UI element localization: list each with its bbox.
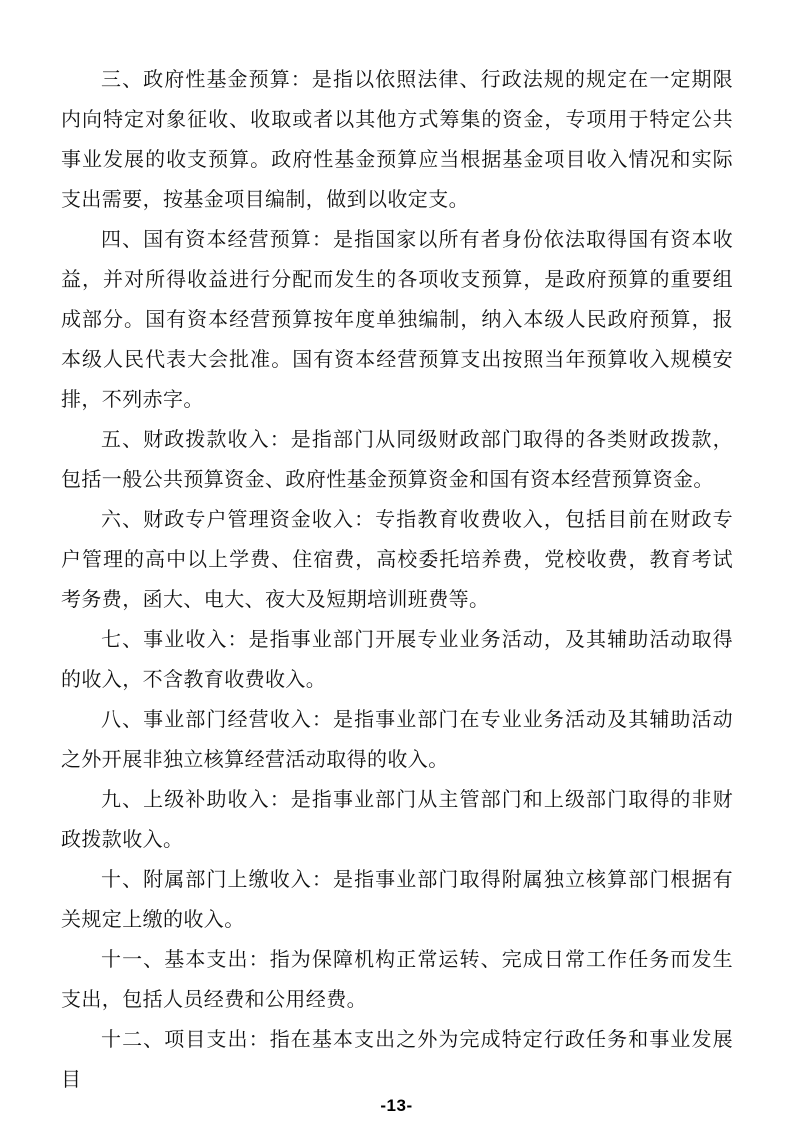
paragraph: 十一、基本支出：指为保障机构正常运转、完成日常工作任务而发生支出，包括人员经费和公用经费。	[61, 949, 733, 1011]
document-body	[61, 60, 733, 1100]
page-number: -13-	[380, 1096, 413, 1115]
paragraph: 八、事业部门经营收入：是指事业部门在专业业务活动及其辅助活动之外开展非独立核算经营活动取得的收入。	[61, 709, 733, 771]
paragraph: 三、政府性基金预算：是指以依照法律、行政法规的规定在一定期限内向特定对象征收、收取或者以其他方式筹集的资金，专项用于特定公共事业发展的收支预算。政府性基金预算应当根据基金项目收入情况和实际支出需要，按基金项目编制，做到以收定支。	[61, 69, 733, 211]
paragraph: 五、财政拨款收入：是指部门从同级财政部门取得的各类财政拨款，包括一般公共预算资金、政府性基金预算资金和国有资本经营预算资金。	[61, 429, 733, 491]
paragraph: 九、上级补助收入：是指事业部门从主管部门和上级部门取得的非财政拨款收入。	[61, 789, 733, 851]
paragraph: 六、财政专户管理资金收入：专指教育收费收入，包括目前在财政专户管理的高中以上学费、住宿费，高校委托培养费，党校收费，教育考试考务费，函大、电大、夜大及短期培训班费等。	[61, 509, 733, 611]
paragraph: 七、事业收入：是指事业部门开展专业业务活动，及其辅助活动取得的收入，不含教育收费收入。	[61, 629, 733, 691]
paragraph: 十二、项目支出：指在基本支出之外为完成特定行政任务和事业发展目	[61, 1029, 733, 1091]
paragraph: 四、国有资本经营预算：是指国家以所有者身份依法取得国有资本收益，并对所得收益进行分配而发生的各项收支预算，是政府预算的重要组成部分。国有资本经营预算按年度单独编制，纳入本级人民政府预算，报本级人民代表大会批准。国有资本经营预算支出按照当年预算收入规模安排，不列赤字。	[61, 229, 733, 411]
page-footer	[0, 1096, 793, 1116]
paragraph: 十、附属部门上缴收入：是指事业部门取得附属独立核算部门根据有关规定上缴的收入。	[61, 869, 733, 931]
